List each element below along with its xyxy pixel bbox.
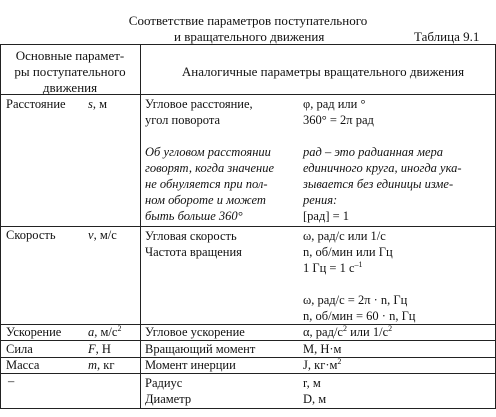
other-desc: Радиус Диаметр	[145, 376, 192, 406]
mass-value: J, $кг\cdot м^2$	[303, 357, 342, 372]
table-left-border	[0, 44, 1, 409]
distance-note-left: Об угловом расстоянии говорят, когда значение не обнуляется при пол- ном обороте и может быть больше 360°	[145, 145, 274, 223]
distance-name: Расстояние	[6, 97, 66, 111]
table-title-line1: Соответствие параметров поступательного	[128, 13, 368, 28]
accel-name: Ускорение	[6, 325, 62, 339]
force-unit: F, Н	[88, 342, 111, 356]
distance-note-right: рад – это радианная мера единичного круга, иногда ука- зывается без единицы изме- рения: [рад] = 1	[303, 145, 462, 223]
accel-row-border	[0, 340, 496, 341]
table-number: Таблица 9.1	[414, 29, 480, 44]
mass-desc: Момент инерции	[145, 358, 236, 372]
column-divider	[140, 44, 141, 409]
force-row-border	[0, 357, 496, 358]
distance-unit: s, м	[88, 97, 108, 111]
force-desc: Вращающий момент	[145, 342, 256, 356]
other-values: r, м D, м	[303, 376, 327, 406]
table-title-line2: и вращательного движения	[174, 29, 325, 44]
table-top-border	[0, 44, 496, 45]
force-value: M, Н·м	[303, 342, 342, 356]
speed-name: Скорость	[6, 228, 56, 242]
distance-values: φ, рад или ° 360° = 2π рад	[303, 97, 374, 127]
mass-row-border	[0, 373, 496, 374]
table-bottom-border	[0, 408, 496, 409]
distance-row-border	[0, 226, 496, 227]
other-name: –	[8, 374, 15, 388]
speed-unit: v, м/с	[88, 228, 117, 242]
header-translational-params: Основные парамет- ры поступательного движения	[14, 48, 126, 95]
accel-unit: a, $м/с^2$	[88, 324, 122, 339]
mass-name: Масса	[6, 358, 40, 372]
distance-desc: Угловое расстояние, угол поворота	[145, 97, 253, 127]
mass-unit: m, кг	[88, 358, 115, 372]
speed-values: ω, рад/с или 1/с n, об/мин или Гц 1 Гц = 1 $с^{-1}$ ω, рад/с = 2π · n, Гц n, об/мин = 60 · n, Гц	[303, 229, 416, 323]
speed-desc: Угловая скорость Частота вращения	[145, 229, 242, 259]
header-rotational-params: Аналогичные параметры вращательного движения	[181, 64, 465, 79]
speed-row-border	[0, 324, 496, 325]
accel-value: α, рад/$с^2$ или $1/с^2$	[303, 324, 393, 339]
accel-desc: Угловое ускорение	[145, 325, 245, 339]
force-name: Сила	[6, 342, 33, 356]
